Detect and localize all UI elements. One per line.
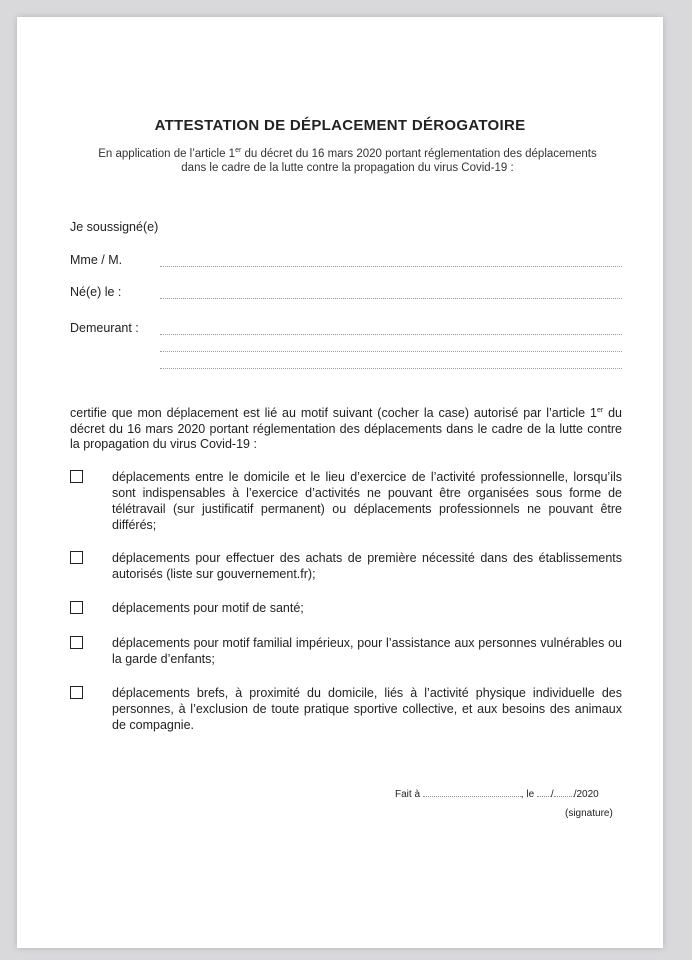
address-field-line-1[interactable] xyxy=(160,334,622,335)
option-label: déplacements entre le domicile et le lieu d’exercice de l’activité professionnelle, lorsqu’ils sont indispensables à l’exercice d’activités ne pouvant être organisées sous forme de télétravail (sur justificatif permanent) ou déplacements professionnels ne pouvant être différés; xyxy=(112,470,622,532)
checkbox-family[interactable] xyxy=(70,636,83,649)
place-field[interactable] xyxy=(423,787,521,797)
day-field[interactable] xyxy=(537,787,551,797)
address-field-line-3[interactable] xyxy=(160,368,622,369)
document-subtitle xyxy=(87,144,608,175)
certify-superscript: er xyxy=(596,407,604,414)
document-title: ATTESTATION DE DÉPLACEMENT DÉROGATOIRE xyxy=(154,117,526,134)
checkbox-physical-activity[interactable] xyxy=(70,686,83,699)
le-label: , le xyxy=(520,789,535,800)
undersigned-label: Je soussigné(e) xyxy=(70,220,159,234)
certify-text-end: du décret du 16 mars 2020 portant réglementation des déplacements dans le cadre de la lutte contre la propagation du virus Covid-19 : xyxy=(70,406,622,452)
subtitle-text-end: du décret du 16 mars 2020 portant réglementation des déplacements dans le cadre de la lutte contre la propagation du virus Covid-19 : xyxy=(181,147,597,174)
attestation-page xyxy=(17,17,663,948)
birth-date-label: Né(e) le : xyxy=(70,285,122,299)
place-date-line xyxy=(395,787,599,800)
option-label: déplacements pour effectuer des achats de première nécessité dans des établissements autorisés (liste sur gouvernement.fr); xyxy=(112,551,622,581)
certify-text-start: certifie que mon déplacement est lié au motif suivant (cocher la case) autorisé par l’article 1 xyxy=(70,406,597,421)
year-text: /2020 xyxy=(573,789,599,800)
option-label: déplacements pour motif de santé; xyxy=(112,601,304,615)
birth-date-field[interactable] xyxy=(160,298,622,299)
fait-label: Fait à xyxy=(395,789,421,800)
name-field[interactable] xyxy=(160,266,622,267)
option-label: déplacements pour motif familial impérieux, pour l’assistance aux personnes vulnérables ou la garde d’enfants; xyxy=(112,636,622,666)
checkbox-purchases[interactable] xyxy=(70,551,83,564)
signature-label: (signature) xyxy=(565,808,613,819)
address-field-line-2[interactable] xyxy=(160,351,622,352)
subtitle-superscript: er xyxy=(235,147,242,154)
subtitle-text-start: En application de l’article 1 xyxy=(98,147,236,160)
month-field[interactable] xyxy=(554,787,574,797)
checkbox-professional[interactable] xyxy=(70,470,83,483)
address-label: Demeurant : xyxy=(70,321,139,335)
checkbox-health[interactable] xyxy=(70,601,83,614)
option-label: déplacements brefs, à proximité du domicile, liés à l’activité physique individuelle des personnes, à l’exclusion de toute pratique sportive collective, et aux besoins des animaux de compagnie. xyxy=(112,686,622,732)
date-separator: / xyxy=(550,789,554,800)
name-label: Mme / M. xyxy=(70,253,123,267)
certify-paragraph xyxy=(70,403,622,453)
